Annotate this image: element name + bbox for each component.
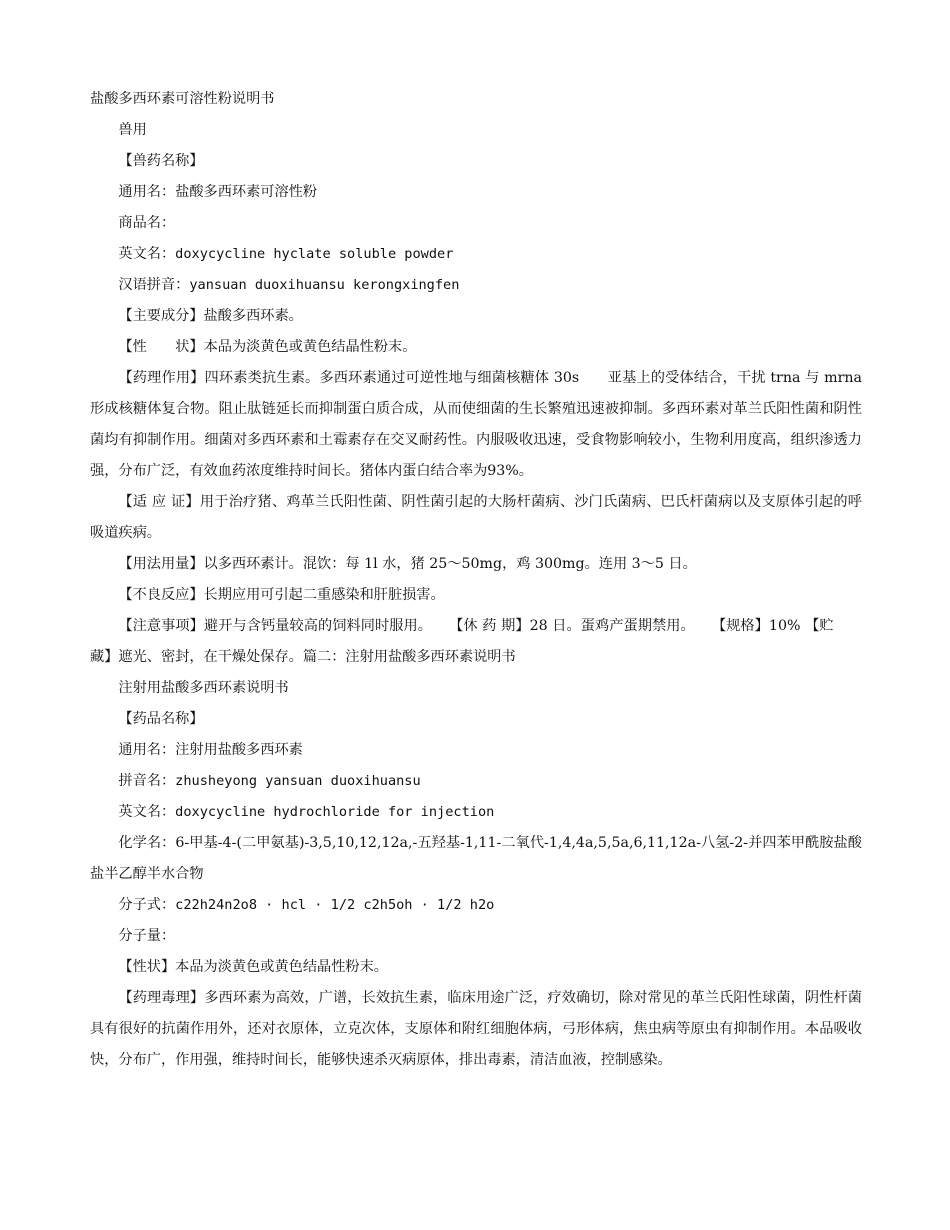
pinyin: yansuan duoxihuansu kerongxingfen (189, 277, 460, 293)
formula-line (90, 890, 862, 921)
specification: 【规格】10% (711, 618, 801, 634)
indication-paragraph: 【适 应 证】用于治疗猪、鸡革兰氏阳性菌、阴性菌引起的大肠杆菌病、沙门氏菌病、巴氏杆菌病以及支原体引起的呼吸道疾病。 (90, 494, 862, 541)
storage-text: 藏】遮光、密封，在干燥处保存。篇二：注射用盐酸多西环素说明书 (90, 649, 516, 665)
pharmacology-part-a: 【药理作用】四环素类抗生素。多西环素通过可逆性地与细菌核糖体 30s (118, 370, 580, 386)
generic-name-2: 通用名：注射用盐酸多西环素 (118, 742, 303, 758)
english-name-label-2: 英文名： (118, 804, 176, 820)
character-line (90, 332, 862, 363)
main-ingredient: 【主要成分】盐酸多西环素。 (118, 308, 303, 324)
trade-name: 商品名： (118, 215, 176, 231)
doc-title: 盐酸多西环素可溶性粉说明书 (90, 91, 275, 107)
precautions-paragraph (90, 611, 862, 673)
english-name-line-2 (90, 797, 862, 828)
character-label: 【性 (118, 339, 147, 355)
storage-label: 【贮 (805, 618, 834, 634)
pinyin-line (90, 270, 862, 301)
english-name-2: doxycycline hydrochloride for injection (175, 804, 495, 820)
molecular-formula: c22h24n2o8 · hcl · 1/2 c2h5oh · 1/2 h2o (175, 897, 495, 913)
english-name: doxycycline hyclate soluble powder (175, 246, 454, 262)
character-label-end: 状】 (175, 339, 204, 355)
withdrawal-period: 【休 药 期】28 日。蛋鸡产蛋期禁用。 (449, 618, 695, 634)
molecular-weight: 分子量： (118, 928, 176, 944)
character-2: 【性状】本品为淡黄色或黄色结晶性粉末。 (118, 959, 388, 975)
character-text: 本品为淡黄色或黄色结晶性粉末。 (203, 339, 417, 355)
pinyin-2: zhusheyong yansuan duoxihuansu (175, 773, 421, 789)
pharmacology-toxicology-paragraph: 【药理毒理】多西环素为高效，广谱，长效抗生素，临床用途广泛，疗效确切，除对常见的革兰氏阳性球菌，阴性杆菌具有很好的抗菌作用外，还对衣原体，立克次体，支原体和附红细胞体病，弓形体病，焦虫病等原虫有抑制作用。本品吸收快，分布广，作用强，维持时间长，能够快速杀灭病原体，排出毒素，清洁血液，控制感染。 (90, 990, 862, 1068)
adverse-reaction: 【不良反应】长期应用可引起二重感染和肝脏损害。 (118, 587, 445, 603)
formula-label: 分子式： (118, 897, 176, 913)
section-drug-name: 【兽药名称】 (118, 153, 204, 169)
pinyin-line-2 (90, 766, 862, 797)
generic-name: 通用名：盐酸多西环素可溶性粉 (118, 184, 318, 200)
dosage-paragraph: 【用法用量】以多西环素计。混饮：每 1l 水，猪 25～50mg，鸡 300mg。连用 3～5 日。 (118, 556, 697, 572)
vet-use-label: 兽用 (118, 122, 147, 138)
document-page (90, 84, 862, 1076)
chemical-name: 化学名：6-甲基-4-(二甲氨基)-3,5,10,12,12a,-五羟基-1,11-二氧代-1,4,4a,5,5a,6,11,12a-八氢-2-并四苯甲酰胺盐酸盐半乙醇半水合物 (90, 835, 862, 882)
pinyin-label: 汉语拼音： (118, 277, 190, 293)
doc-title-2: 注射用盐酸多西环素说明书 (118, 680, 289, 696)
english-name-line (90, 239, 862, 270)
english-name-label: 英文名： (118, 246, 176, 262)
section-drug-name-2: 【药品名称】 (118, 711, 204, 727)
precautions: 【注意事项】避开与含钙量较高的饲料同时服用。 (118, 618, 433, 634)
pharmacology-part-b: 亚基上的受体结合，干扰 trna 与 mrna 形成核糖体复合物。阻止肽链延长而抑制蛋白质合成，从而使细菌的生长繁殖迅速被抑制。多西环素对革兰氏阳性菌和阴性菌均有抑制作用。细菌对多西环素和土霉素存在交叉耐药性。内服吸收迅速，受食物影响较小，生物利用度高，组织渗透力强，分布广泛，有效血药浓度维持时间长。猪体内蛋白结合率为93%。 (90, 370, 862, 479)
pinyin-label-2: 拼音名： (118, 773, 176, 789)
pharmacology-paragraph (90, 363, 862, 487)
